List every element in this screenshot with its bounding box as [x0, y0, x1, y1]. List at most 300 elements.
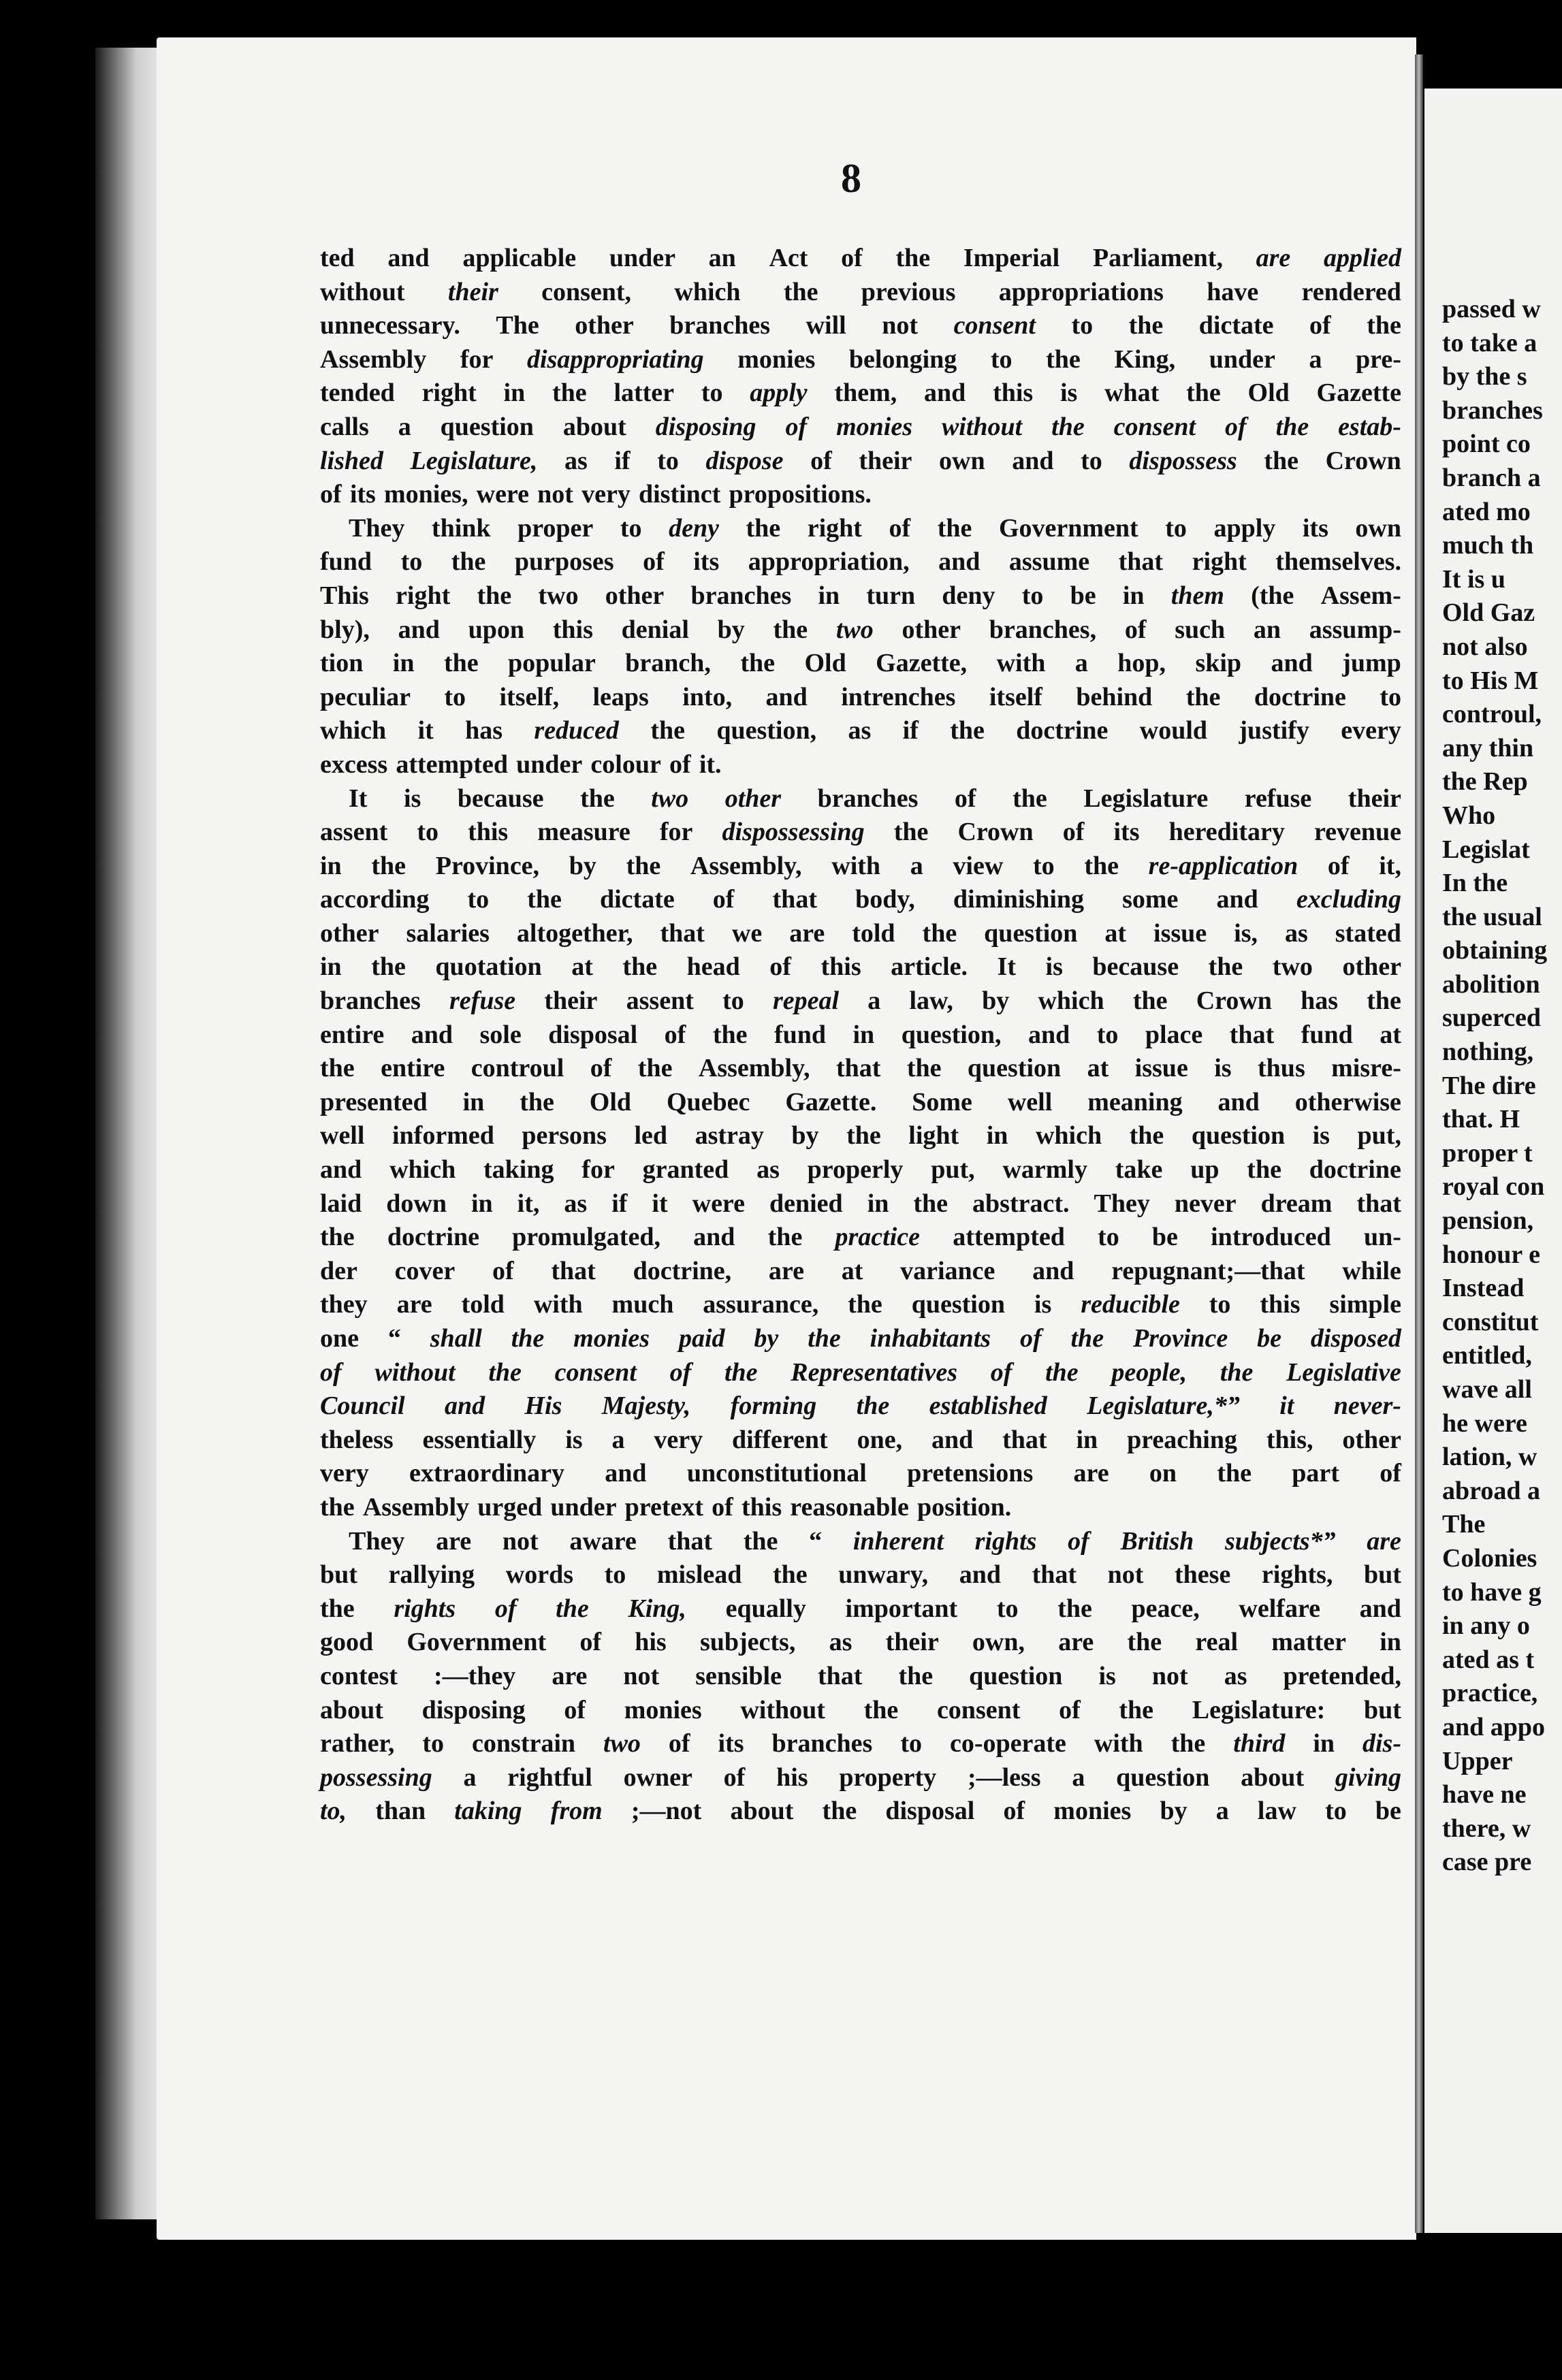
word: British	[1120, 1526, 1194, 1556]
word: monies	[624, 1695, 702, 1724]
word: the	[808, 1324, 841, 1353]
word: important	[845, 1594, 958, 1623]
word: its	[1302, 513, 1328, 543]
word: aware	[569, 1526, 637, 1556]
word: and	[959, 1560, 1002, 1590]
word: rights	[394, 1594, 456, 1623]
word: entire	[381, 1054, 445, 1083]
word: Legislative	[1286, 1357, 1401, 1387]
facing-page-line: Who	[1442, 801, 1496, 830]
text-line	[320, 1626, 1401, 1660]
word: the	[950, 716, 985, 745]
word: with	[831, 851, 881, 880]
word: latter	[613, 379, 675, 408]
word: of	[643, 547, 665, 577]
word: a	[463, 1763, 477, 1792]
word: tion	[320, 649, 364, 678]
word: issue	[1153, 918, 1207, 948]
word: abstract.	[972, 1189, 1070, 1218]
word: “	[809, 1526, 823, 1556]
word: hereditary	[1168, 818, 1285, 847]
word: itself	[989, 682, 1042, 711]
word: of	[320, 480, 342, 509]
word: to	[1096, 1020, 1119, 1049]
word: the	[898, 1661, 934, 1690]
word: The	[496, 311, 539, 340]
word: Assembly	[362, 1492, 470, 1522]
word: consent	[554, 1357, 637, 1387]
word: two	[1272, 952, 1313, 982]
word: every	[1341, 716, 1401, 745]
facing-page-line: branches	[1442, 396, 1543, 425]
word: entire	[320, 1020, 385, 1049]
word: the	[1186, 379, 1221, 408]
word: granted	[642, 1155, 729, 1185]
word: to	[1098, 1223, 1119, 1252]
facing-page-line: the Rep	[1442, 767, 1528, 797]
word: the	[1185, 682, 1221, 711]
word: question	[911, 1290, 1005, 1319]
word: at	[1380, 1020, 1401, 1049]
word: the	[320, 1492, 355, 1522]
facing-page-line: to take a	[1442, 328, 1537, 357]
word: branches	[320, 986, 421, 1016]
word: pre-	[1356, 344, 1401, 374]
word: a	[910, 851, 923, 880]
word: their	[1348, 784, 1401, 813]
word: a	[1215, 1797, 1229, 1826]
word: at	[1087, 1054, 1109, 1083]
word: skip	[1195, 649, 1242, 678]
word: other	[575, 311, 634, 340]
word: is	[1045, 952, 1063, 982]
word: rather,	[320, 1729, 395, 1758]
facing-page-line: by the s	[1442, 362, 1527, 391]
word: is	[1034, 1290, 1052, 1319]
word: place	[1145, 1020, 1203, 1049]
word: altogether,	[516, 918, 633, 948]
facing-page-line: he were	[1442, 1409, 1527, 1438]
word: the	[520, 1087, 554, 1116]
word: justify	[1239, 716, 1309, 745]
word: the	[1013, 784, 1047, 813]
word: are	[1058, 1628, 1094, 1657]
text-line	[320, 309, 1401, 343]
word: to	[1032, 851, 1055, 880]
word: consent,	[541, 277, 632, 306]
word: of	[590, 1054, 612, 1083]
word: and	[1027, 1020, 1070, 1049]
word: They	[349, 1526, 405, 1556]
word: own	[939, 446, 985, 475]
word: good	[320, 1628, 374, 1657]
word: of	[320, 1357, 342, 1387]
word: equally	[725, 1594, 806, 1623]
text-line	[320, 478, 1401, 512]
word: It	[349, 784, 368, 813]
word: practice	[835, 1223, 921, 1252]
word: and	[1271, 649, 1313, 678]
word: to	[657, 446, 679, 475]
word: the	[1247, 1155, 1281, 1185]
word: it,	[1379, 851, 1401, 880]
word: are	[396, 1290, 432, 1319]
word: attempted	[396, 750, 508, 779]
word: properly	[807, 1155, 904, 1185]
word: theless	[320, 1425, 394, 1454]
word: monies,	[383, 480, 468, 509]
text-line	[320, 748, 1401, 782]
word: proper	[517, 513, 594, 543]
word: intrenches	[841, 682, 956, 711]
word: the	[527, 885, 562, 914]
word: but	[320, 1560, 357, 1590]
text-line	[320, 1389, 1401, 1424]
word: a	[867, 986, 881, 1016]
word: were	[476, 480, 529, 509]
word: without	[941, 412, 1023, 441]
word: un-	[1364, 1223, 1401, 1252]
facing-page-text	[1442, 293, 1562, 1880]
word: and	[1217, 1087, 1260, 1116]
text-line	[320, 1255, 1401, 1289]
word: very	[581, 480, 631, 509]
word: under	[516, 750, 583, 779]
word: doctrine	[387, 1223, 479, 1252]
word: of	[712, 885, 735, 914]
word: fund	[1301, 1020, 1353, 1049]
word: the	[773, 615, 808, 644]
word: Government	[407, 1628, 547, 1657]
word: the	[320, 1594, 355, 1623]
word: constrain	[472, 1729, 576, 1758]
word: sensible	[695, 1661, 782, 1690]
word: the	[1264, 446, 1298, 475]
word: owner	[623, 1763, 692, 1792]
word: in	[503, 379, 526, 408]
word: dictate	[1198, 311, 1274, 340]
word: of	[1003, 1797, 1025, 1826]
word: by	[754, 1324, 779, 1353]
word: forming	[730, 1392, 817, 1421]
word: law	[1257, 1797, 1296, 1826]
word: the	[1051, 412, 1085, 441]
word: be	[1257, 1324, 1282, 1353]
word: shall	[430, 1324, 482, 1353]
word: of	[492, 1256, 514, 1285]
word: consent	[1113, 412, 1196, 441]
word: are	[789, 918, 825, 948]
text-line	[320, 782, 1401, 816]
word: They	[1094, 1189, 1150, 1218]
word: der	[320, 1256, 357, 1285]
word: monies	[1053, 1797, 1132, 1826]
word: disposal	[548, 1020, 638, 1049]
text-line	[320, 1153, 1401, 1187]
word: Legislature,	[410, 446, 538, 475]
word: His	[524, 1392, 562, 1421]
word: tended	[320, 379, 395, 408]
facing-page-line: to His M	[1442, 666, 1539, 695]
word: Crown	[957, 818, 1034, 847]
word: at	[571, 952, 593, 982]
word: ;—not	[631, 1797, 702, 1826]
word: Some	[912, 1087, 972, 1116]
text-line	[320, 1322, 1401, 1356]
word: the	[906, 1054, 942, 1083]
word: the	[320, 1223, 355, 1252]
word: for	[581, 1155, 615, 1185]
word: to	[422, 1729, 445, 1758]
word: of	[1124, 615, 1147, 644]
word: diminishing	[953, 885, 1085, 914]
word: refuse	[1244, 784, 1312, 813]
word: are	[768, 1256, 804, 1285]
word: the	[552, 379, 587, 408]
facing-page-line: Instead	[1442, 1274, 1525, 1303]
word: and	[444, 1392, 485, 1421]
word: body,	[855, 885, 915, 914]
word: has	[1301, 986, 1339, 1016]
word: the	[451, 547, 486, 577]
word: the	[1127, 1628, 1162, 1657]
text-line	[320, 1795, 1401, 1829]
word: right	[396, 581, 451, 610]
facing-page-line: In the	[1442, 869, 1508, 898]
word: to	[1165, 513, 1187, 543]
word: the	[556, 1594, 589, 1623]
text-line	[320, 276, 1401, 310]
word: the	[488, 1357, 522, 1387]
word: in	[818, 581, 840, 610]
word: other	[605, 581, 665, 610]
text-line	[320, 1457, 1401, 1491]
word: misre-	[1331, 1054, 1401, 1083]
text-line	[320, 1694, 1401, 1728]
word: denial	[621, 615, 689, 644]
word: into,	[682, 682, 733, 711]
word: the	[895, 244, 931, 272]
word: the	[822, 1797, 857, 1826]
word: unwary,	[838, 1560, 929, 1590]
word: the	[443, 649, 479, 678]
word: be	[1070, 581, 1096, 610]
word: were	[692, 1189, 745, 1218]
word: Assembly	[320, 344, 427, 374]
facing-page-line: entitled,	[1442, 1341, 1532, 1370]
word: is	[1059, 379, 1078, 408]
word: have	[1207, 277, 1259, 306]
word: in	[462, 1087, 485, 1116]
word: a	[1309, 344, 1322, 374]
word: refuse	[449, 986, 516, 1016]
word: never-	[1333, 1392, 1401, 1421]
facing-page-line: honour e	[1442, 1240, 1540, 1269]
word: distinct	[638, 480, 721, 509]
word: pretended,	[1283, 1661, 1401, 1690]
word: re-application	[1148, 851, 1298, 880]
facing-page-line: nothing,	[1442, 1038, 1534, 1067]
word: are	[1367, 1526, 1401, 1556]
word: the	[1170, 1729, 1206, 1758]
word: be	[1151, 1223, 1178, 1252]
word: Gazette.	[785, 1087, 877, 1116]
word: the	[863, 1695, 899, 1724]
body-text	[320, 242, 1401, 1829]
word: to	[996, 1594, 1019, 1623]
word: his	[776, 1763, 808, 1792]
word: “	[387, 1324, 401, 1353]
word: inhabitants	[870, 1324, 991, 1353]
word: and	[924, 379, 966, 408]
bottom-margin	[157, 2240, 1416, 2380]
word: in	[852, 1020, 875, 1049]
word: by	[1160, 1797, 1188, 1826]
word: which	[674, 277, 741, 306]
word: are	[1256, 244, 1291, 272]
text-line	[320, 883, 1401, 917]
word: popular	[508, 649, 596, 678]
word: at	[841, 1256, 863, 1285]
word: question	[1191, 1121, 1286, 1151]
word: question	[969, 1661, 1063, 1690]
word: doctrine,	[633, 1256, 732, 1285]
word: to	[1380, 682, 1401, 711]
word: property	[839, 1763, 937, 1792]
word: presented	[320, 1087, 428, 1116]
word: measure	[537, 818, 631, 847]
word: inherent	[852, 1526, 944, 1556]
word: ted	[320, 244, 355, 272]
word: They	[349, 513, 405, 543]
word: and	[1012, 446, 1054, 475]
word: two	[835, 615, 874, 644]
facing-page-line: Old Gaz	[1442, 598, 1535, 628]
word: to	[417, 818, 439, 847]
word: jump	[1342, 649, 1401, 678]
word: because	[457, 784, 544, 813]
word: well	[320, 1121, 365, 1151]
word: the	[320, 1054, 355, 1083]
word: possessing	[320, 1763, 432, 1792]
word: otherwise	[1294, 1087, 1401, 1116]
word: of	[889, 513, 911, 543]
word: under	[1209, 344, 1275, 374]
word: right	[1192, 547, 1247, 577]
word: reasonable	[790, 1492, 909, 1522]
word: of	[579, 1628, 601, 1657]
facing-page-line: have ne	[1442, 1780, 1527, 1810]
text-line	[320, 376, 1401, 411]
word: real	[1195, 1628, 1239, 1657]
word: the	[1367, 311, 1401, 340]
word: the	[724, 1357, 758, 1387]
word: in	[1380, 1628, 1401, 1657]
word: monies	[573, 1324, 650, 1353]
word: if	[614, 446, 631, 475]
text-line	[320, 984, 1401, 1018]
word: branches	[690, 581, 792, 610]
facing-page-line: royal con	[1442, 1172, 1545, 1202]
facing-page-line: controul,	[1442, 700, 1542, 729]
word: about	[562, 412, 626, 441]
word: revenue	[1313, 818, 1401, 847]
word: dictate	[599, 885, 675, 914]
word: and	[320, 1155, 362, 1185]
word: to	[400, 547, 423, 577]
word: warmly	[1002, 1155, 1087, 1185]
word: which	[389, 1155, 456, 1185]
word: the	[1217, 1459, 1252, 1488]
word: by	[791, 1121, 819, 1151]
word: dispossess	[1129, 446, 1237, 475]
word: while	[1342, 1256, 1401, 1285]
word: to	[604, 1560, 626, 1590]
word: in	[1313, 1729, 1335, 1758]
word: the	[637, 1054, 673, 1083]
word: King,	[1114, 344, 1176, 374]
word: Province	[1132, 1324, 1228, 1353]
word: subjects*”	[1224, 1526, 1336, 1556]
page-number: 8	[841, 156, 861, 201]
word: rights	[974, 1526, 1037, 1556]
word: thus	[1258, 1054, 1305, 1083]
word: and	[693, 1223, 735, 1252]
word: a	[1074, 649, 1088, 678]
word: doctrine	[1254, 682, 1346, 711]
word: a	[1072, 1763, 1085, 1792]
facing-page-line: passed w	[1442, 295, 1541, 323]
word: Representatives	[791, 1357, 958, 1387]
word: doctrine	[1309, 1155, 1401, 1185]
word: own,	[972, 1628, 1025, 1657]
facing-page-line: abroad a	[1442, 1476, 1540, 1505]
word: in	[1076, 1425, 1098, 1454]
word: belonging	[848, 344, 957, 374]
word: hop,	[1117, 649, 1166, 678]
word: Old	[589, 1087, 632, 1116]
word: It	[997, 952, 1016, 982]
word: co-operate	[949, 1729, 1066, 1758]
word: not	[1151, 1661, 1188, 1690]
word: different	[731, 1425, 828, 1454]
word: assent	[320, 818, 388, 847]
word: ;—less	[967, 1763, 1041, 1792]
text-line	[320, 950, 1401, 984]
word: the	[1129, 1121, 1164, 1151]
word: cover	[394, 1256, 456, 1285]
word: Assembly,	[690, 851, 802, 880]
word: in	[867, 1189, 889, 1218]
facing-page-line: point co	[1442, 430, 1531, 459]
word: without	[320, 277, 405, 306]
word: this	[993, 379, 1034, 408]
word: without	[374, 1357, 456, 1387]
word: to	[620, 513, 642, 543]
word: view	[953, 851, 1004, 880]
facing-page-line: The dire	[1442, 1071, 1536, 1100]
word: in	[320, 952, 342, 982]
word: as	[848, 716, 872, 745]
word: unnecessary.	[320, 311, 460, 340]
word: denied	[769, 1189, 843, 1218]
word: the	[1208, 952, 1243, 982]
word: Legislature,*”	[1087, 1392, 1240, 1421]
facing-page-line: practice,	[1442, 1679, 1538, 1708]
word: led	[634, 1121, 668, 1151]
word: the	[1084, 851, 1119, 880]
word: its	[1113, 818, 1140, 847]
